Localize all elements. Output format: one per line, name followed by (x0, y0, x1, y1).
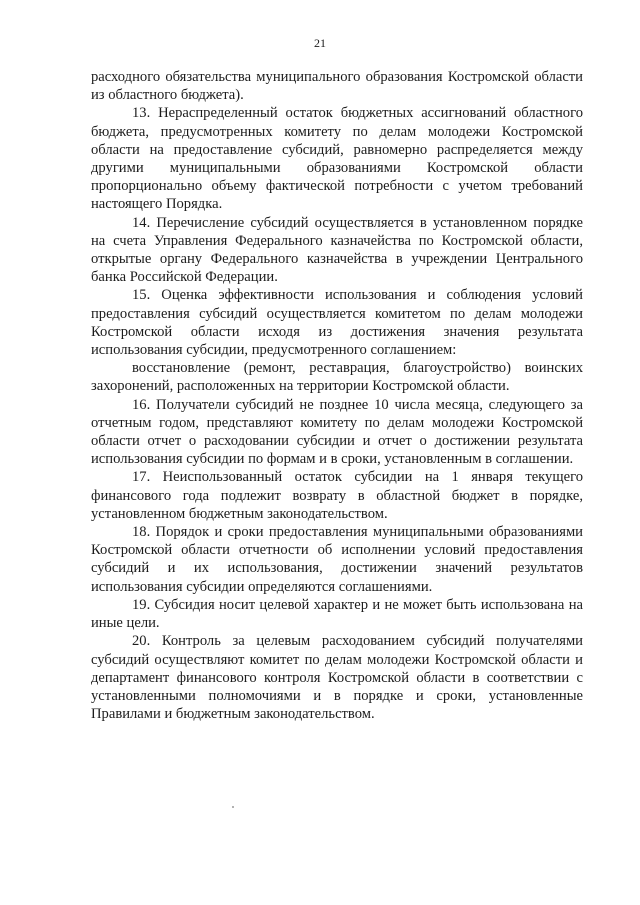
paragraph-15-result-item: восстановление (ремонт, реставрация, благоустройство) воинских захоронений, расположенных на территории Костромской области. (91, 360, 583, 395)
paragraph-15: 15. Оценка эффективности использования и соблюдения условий предоставления субсидий осуществляется комитетом по делам молодежи Костромской области исходя из достижения значения результата использования субсидии, предусмотренного соглашением: (91, 287, 583, 359)
paragraph-13: 13. Нераспределенный остаток бюджетных ассигнований областного бюджета, предусмотренных комитету по делам молодежи Костромской области на предоставление субсидий, равномерно распределяется между другими муниципальными образованиями Костромской области пропорционально объему фактической потребности с учетом требований настоящего Порядка. (91, 105, 583, 213)
paragraph-continuation: расходного обязательства муниципального образования Костромской области из областного бюджета). (91, 69, 583, 104)
scan-speck (232, 806, 234, 808)
paragraph-20: 20. Контроль за целевым расходованием субсидий получателями субсидий осуществляют комитет по делам молодежи Костромской области и департамент финансового контроля Костромской области в соответствии с установленными полномочиями и в порядке и сроки, установленные Правилами и бюджетным законодательством. (91, 633, 583, 723)
paragraph-18: 18. Порядок и сроки предоставления муниципальными образованиями Костромской области отчетности об исполнении условий предоставления субсидий и их использования, достижении значений результатов использования субсидии определяются соглашениями. (91, 524, 583, 595)
paragraph-16: 16. Получатели субсидий не позднее 10 числа месяца, следующего за отчетным годом, представляют комитету по делам молодежи Костромской области отчет о расходовании субсидии и отчет о достижении результата использования субсидии по формам и в сроки, установленным в соглашении. (91, 396, 583, 468)
page-number: 21 (314, 36, 326, 50)
paragraph-19: 19. Субсидия носит целевой характер и не может быть использована на иные цели. (91, 596, 583, 632)
document-body (91, 68, 583, 723)
paragraph-14: 14. Перечисление субсидий осуществляется в установленном порядке на счета Управления Федерального казначейства по Костромской области, открытые органу Федерального казначейства в учреждении Центрального банка Российской Федерации. (91, 214, 583, 286)
paragraph-17: 17. Неиспользованный остаток субсидии на 1 января текущего финансового года подлежит возврату в областной бюджет в порядке, установленном бюджетным законодательством. (91, 469, 583, 522)
